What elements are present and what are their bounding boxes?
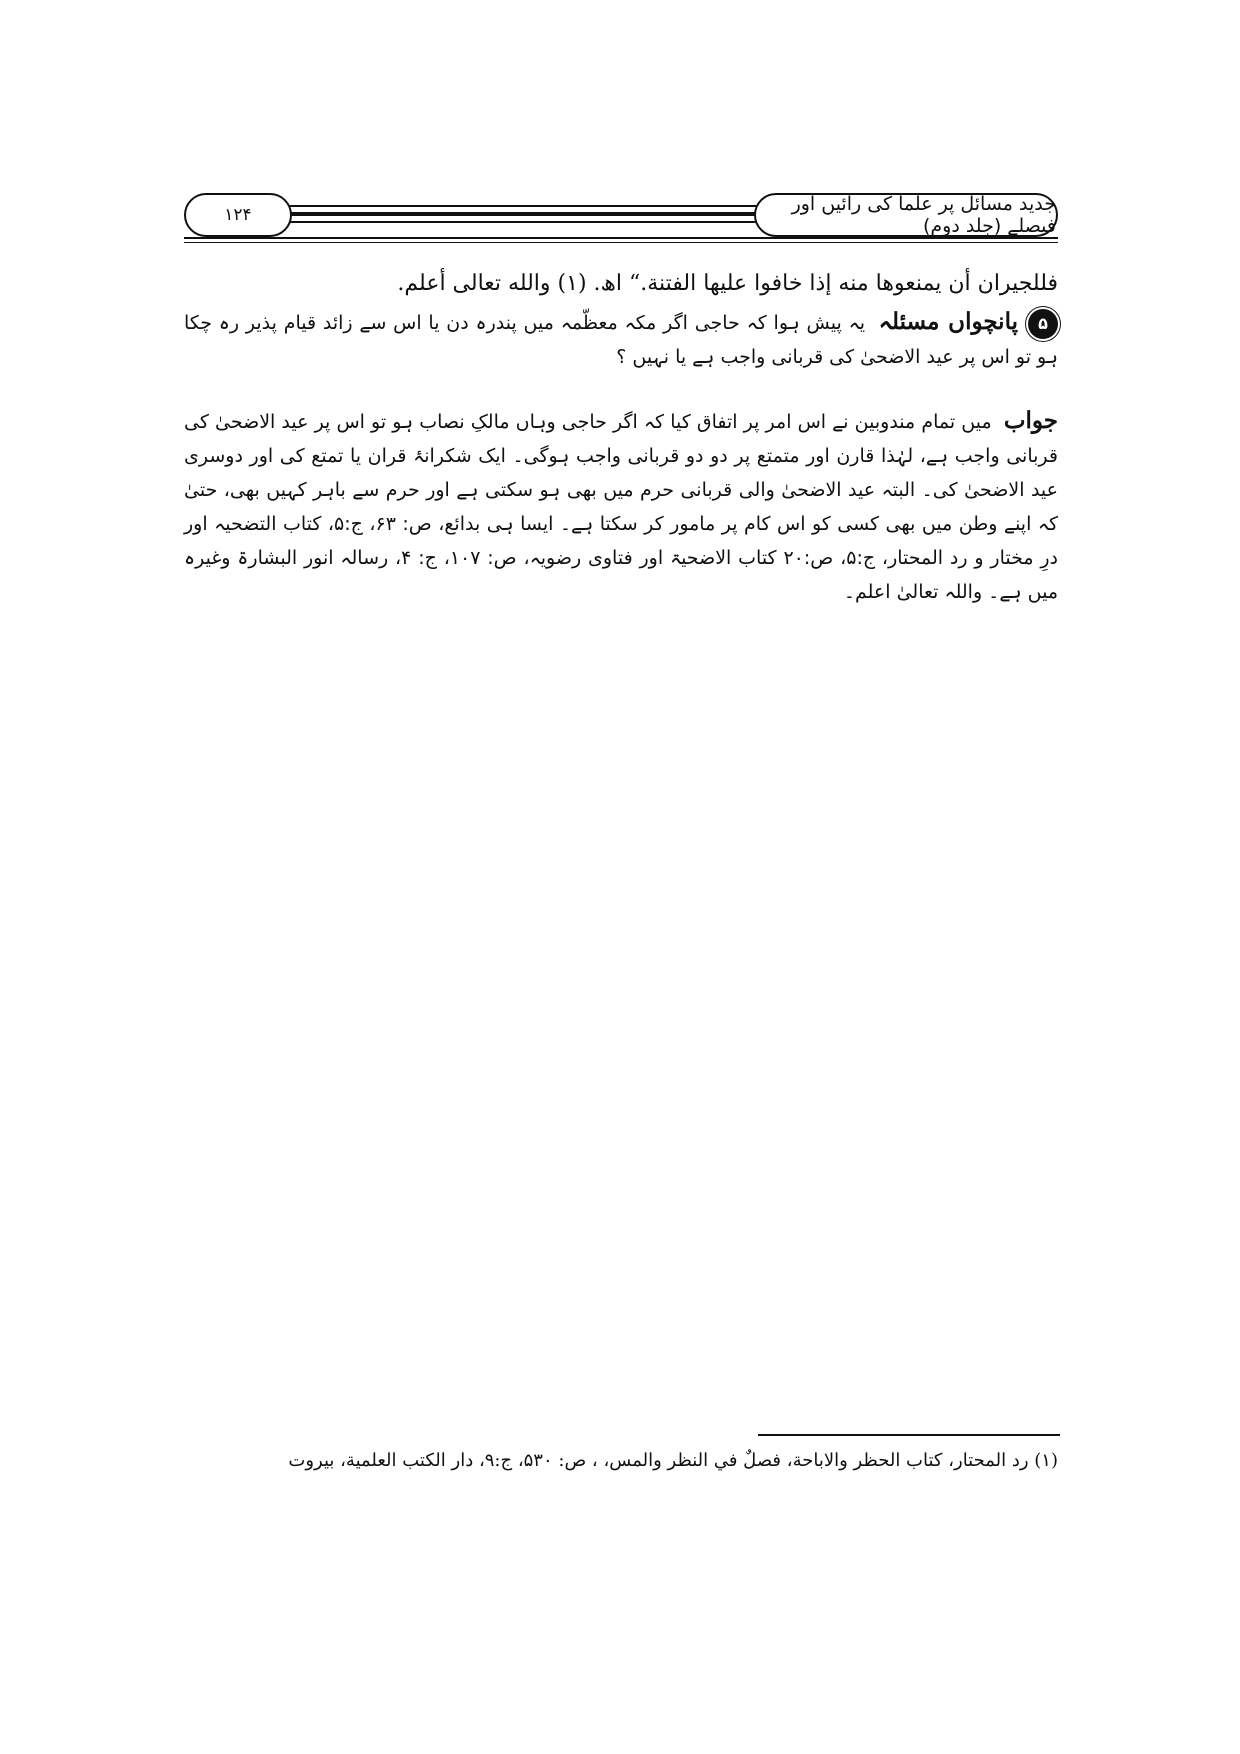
masala-heading: پانچواں مسئلہ <box>878 308 1018 335</box>
header-divider <box>184 242 1058 243</box>
header-rule <box>284 221 762 223</box>
masala-number-badge: ۵ <box>1028 309 1058 339</box>
jawab-heading: جواب <box>1003 407 1058 434</box>
page-number: ۱۲۴ <box>184 193 292 237</box>
footnote: (۱) رد المحتار، كتاب الحظر والاباحة، فصلٌ في النظر والمس، ، ص: ۵۳۰، ج:۹، دار الكتب العلمية، بيروت <box>288 1450 1058 1471</box>
footnote-rule <box>758 1434 1060 1436</box>
header-rule <box>284 205 762 207</box>
masala-paragraph <box>184 305 1058 374</box>
header-rule <box>284 212 762 216</box>
page-header <box>184 193 1058 255</box>
arabic-quote-line: فللجيران أن يمنعوها منه إذا خافوا عليها الفتنة.“ اھ. (۱) والله تعالى أعلم. <box>397 271 1058 296</box>
jawab-text: میں تمام مندوبین نے اس امر پر اتفاق کیا کہ اگر حاجی وہاں مالکِ نصاب ہو تو اس پر عید الاضحیٰ کی قربانی واجب ہے، لہٰذا قارن اور متمتع پر دو دو قربانی واجب ہوگی۔ ایک شکرانۂ قران یا تمتع کی اور دوسری عید الاضحیٰ کی۔ البتہ عید الاضحیٰ والی قربانی حرم میں بھی ہو سکتی ہے اور حرم سے باہر کہیں بھی، حتیٰ کہ اپنے وطن میں بھی کسی کو اس کام پر مامور کر سکتا ہے۔ ایسا ہی بدائع، ص: ۶۳، ج:۵، کتاب التضحیہ اور درِ مختار و رد المحتار، ج:۵، ص:۲۰ کتاب الاضحیۃ اور فتاوی رضویہ، ص: ۱۰۷، ج: ۴، رسالہ انور البشارۃ وغیرہ میں ہے۔ واللہ تعالیٰ اعلم۔ <box>184 411 1059 603</box>
jawab-paragraph <box>184 404 1058 609</box>
header-divider <box>184 237 1058 239</box>
masala-text: یہ پیش ہوا کہ حاجی اگر مکہ معظّمہ میں پندرہ دن یا اس سے زائد قیام پذیر رہ چکا ہو تو اس پر عید الاضحیٰ کی قربانی واجب ہے یا نہیں ؟ <box>184 312 1058 368</box>
book-title: جدید مسائل پر علما کی رائیں اور فیصلے (جلد دوم) <box>754 193 1058 237</box>
